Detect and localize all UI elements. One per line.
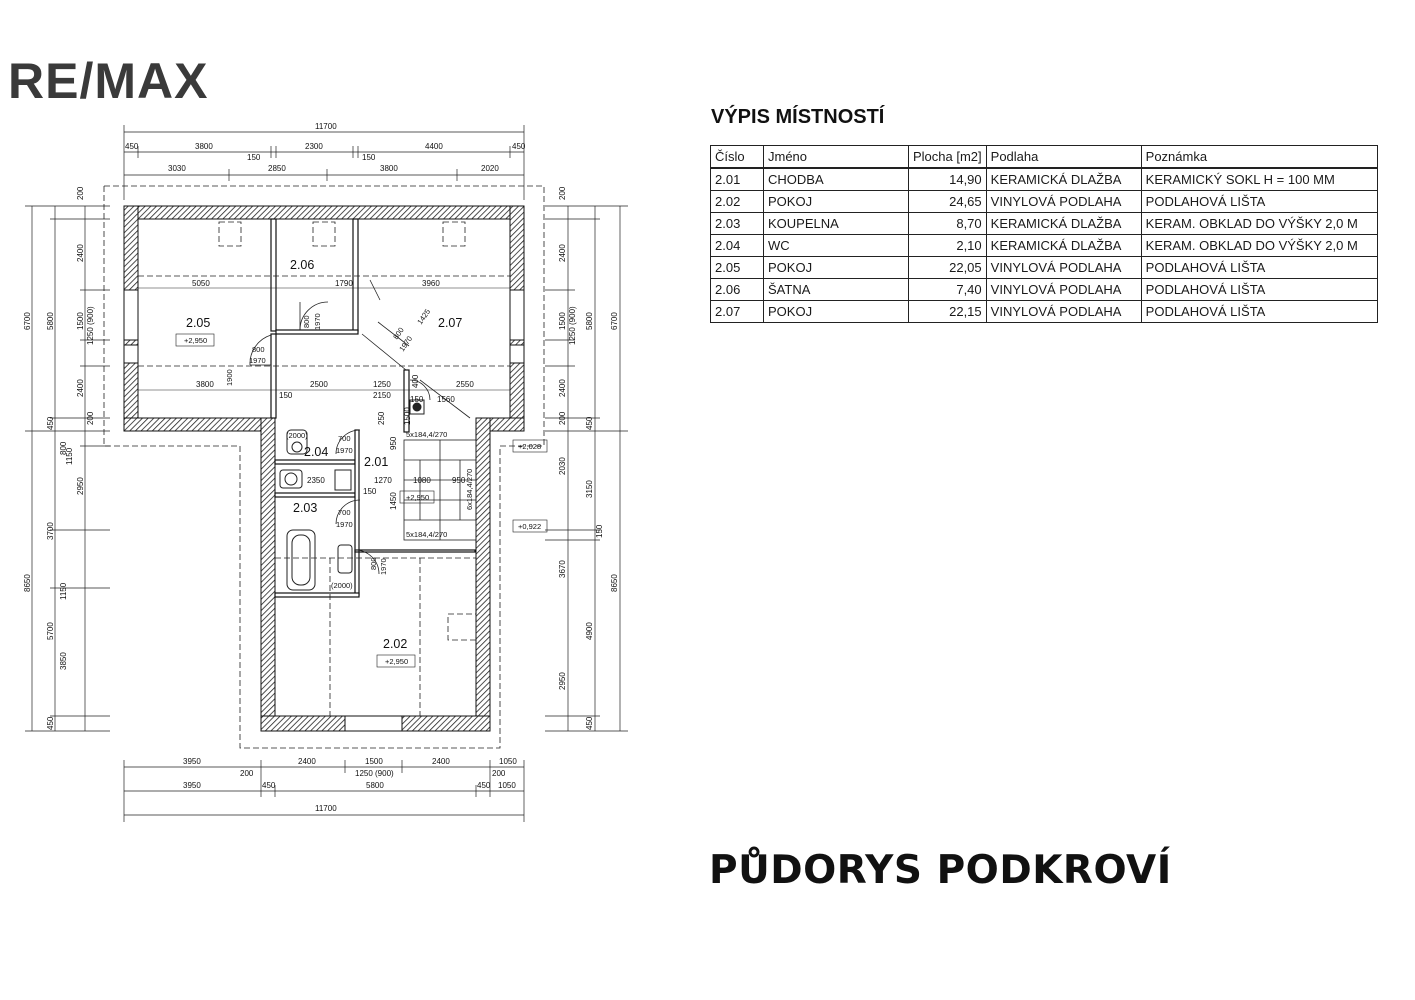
level-2-02: +2,950 — [385, 657, 409, 666]
dimension-text-right — [558, 186, 619, 730]
dim-bot-total: 11700 — [315, 804, 337, 813]
dim-left-mid-5: 5700 — [46, 622, 55, 640]
dimension-text-top — [125, 122, 526, 173]
room-label-2-03: 2.03 — [293, 501, 318, 515]
table-row — [711, 257, 1378, 279]
table-row — [711, 213, 1378, 235]
dim-1450: 1450 — [389, 492, 398, 510]
dim-top-11: 2020 — [481, 164, 499, 173]
dim-3960: 3960 — [422, 279, 440, 288]
cell-poznamka: KERAMICKÝ SOKL H = 100 MM — [1141, 168, 1377, 191]
col-poznamka: Poznámka — [1141, 146, 1377, 169]
dim-right-in-2: 2400 — [558, 244, 567, 262]
room-label-2-04: 2.04 — [304, 445, 329, 459]
table-row — [711, 235, 1378, 257]
dim-left-mid-3: 3700 — [46, 522, 55, 540]
room-label-2-02: 2.02 — [383, 637, 408, 651]
cell-podlaha: VINYLOVÁ PODLAHA — [986, 257, 1141, 279]
dim-bot-5: 2400 — [432, 757, 450, 766]
door2-height: 1970 — [313, 313, 322, 330]
door4-width: 700 — [338, 434, 351, 443]
room-label-2-07: 2.07 — [438, 316, 463, 330]
dim-150a: 150 — [279, 391, 293, 400]
dim-right-in-3: 1500 — [558, 312, 567, 330]
cell-jmeno: POKOJ — [764, 301, 909, 323]
dim-right-outer-2: 8650 — [610, 574, 619, 592]
dim-bot-3: 2400 — [298, 757, 316, 766]
cell-podlaha: KERAMICKÁ DLAŽBA — [986, 168, 1141, 191]
stair-label-1: 5x184,4/270 — [406, 430, 448, 439]
room-label-2-01: 2.01 — [364, 455, 389, 469]
dim-top-7: 450 — [512, 142, 526, 151]
dim-400: 400 — [411, 374, 420, 388]
dim-top-4: 2300 — [305, 142, 323, 151]
cell-podlaha: KERAMICKÁ DLAŽBA — [986, 235, 1141, 257]
rooms-table-header — [711, 146, 1378, 169]
door5-height: 1970 — [336, 520, 353, 529]
cell-plocha: 8,70 — [909, 213, 987, 235]
dim-2500: 2500 — [310, 380, 328, 389]
dim-bot-2: 200 — [240, 769, 254, 778]
door-labels — [225, 307, 432, 575]
cell-jmeno: POKOJ — [764, 191, 909, 213]
rooms-table — [710, 145, 1378, 323]
cell-cislo: 2.03 — [711, 213, 764, 235]
cell-plocha: 14,90 — [909, 168, 987, 191]
note-2000-a: (2000) — [286, 431, 308, 440]
dim-bot-4: 1500 — [365, 757, 383, 766]
dim-250: 250 — [377, 411, 386, 425]
level-ext-1: +2,028 — [518, 442, 542, 451]
cell-jmeno: CHODBA — [764, 168, 909, 191]
col-jmeno: Jméno — [764, 146, 909, 169]
room-label-2-06: 2.06 — [290, 258, 315, 272]
level-2-05: +2,950 — [184, 336, 208, 345]
dim-top-5: 150 — [362, 153, 376, 162]
dim-1560: 1560 — [437, 395, 455, 404]
dim-top-total: 11700 — [315, 122, 337, 131]
dim-left-in-1: 200 — [76, 186, 85, 200]
dim-left-in-2: 2400 — [76, 244, 85, 262]
dim-left-in-9: 2950 — [76, 477, 85, 495]
page-title: PŮDORYS PODKROVÍ — [709, 848, 1172, 893]
cell-plocha: 22,15 — [909, 301, 987, 323]
table-row — [711, 301, 1378, 323]
dim-150c: 150 — [363, 487, 377, 496]
exterior-walls — [124, 206, 524, 731]
dim-left-mid-1: 5800 — [46, 312, 55, 330]
windows — [124, 290, 524, 731]
dim-top-2: 3800 — [195, 142, 213, 151]
dim-bot-12: 1050 — [498, 781, 516, 790]
table-row — [711, 279, 1378, 301]
dimension-lines-top — [124, 125, 524, 200]
cell-cislo: 2.06 — [711, 279, 764, 301]
dim-950b: 950 — [389, 436, 398, 450]
cell-poznamka: PODLAHOVÁ LIŠTA — [1141, 257, 1377, 279]
dim-left-in-6: 200 — [86, 411, 95, 425]
col-plocha: Plocha [m2] — [909, 146, 987, 169]
inner-dimensions — [138, 279, 510, 510]
dim-top-1: 450 — [125, 142, 139, 151]
dim-950: 950 — [452, 476, 466, 485]
dim-top-9: 2850 — [268, 164, 286, 173]
cell-jmeno: KOUPELNA — [764, 213, 909, 235]
door7-width: 1425 — [415, 307, 433, 327]
dim-right-mid-2: 450 — [585, 416, 594, 430]
cell-podlaha: KERAMICKÁ DLAŽBA — [986, 213, 1141, 235]
cell-cislo: 2.01 — [711, 168, 764, 191]
cell-poznamka: KERAM. OBKLAD DO VÝŠKY 2,0 M — [1141, 213, 1377, 235]
dim-top-6: 4400 — [425, 142, 443, 151]
door6-height: 1970 — [379, 558, 388, 575]
dim-right-in-4: 1250 (900) — [568, 306, 577, 345]
cell-podlaha: VINYLOVÁ PODLAHA — [986, 279, 1141, 301]
door6-width: 800 — [369, 557, 378, 570]
dim-left-mid-2: 450 — [46, 416, 55, 430]
dim-bot-8: 3950 — [183, 781, 201, 790]
dim-bot-11: 450 — [477, 781, 491, 790]
dim-left-mid-4: 1150 — [59, 582, 68, 600]
remax-logo: RE/MAX — [8, 53, 209, 109]
dim-5050: 5050 — [192, 279, 210, 288]
dim-right-mid-6: 450 — [585, 716, 594, 730]
dim-left-in-8: 1150 — [65, 447, 74, 465]
door2-width: 800 — [302, 315, 311, 328]
dim-right-mid-3: 3150 — [585, 480, 594, 498]
dim-1270: 1270 — [374, 476, 392, 485]
cell-poznamka: KERAM. OBKLAD DO VÝŠKY 2,0 M — [1141, 235, 1377, 257]
dim-2350: 2350 — [307, 476, 325, 485]
dim-right-mid-1: 5800 — [585, 312, 594, 330]
dim-bot-10: 5800 — [366, 781, 384, 790]
dim-right-mid-5: 4900 — [585, 622, 594, 640]
dim-1500: 1500 — [403, 407, 412, 425]
cell-podlaha: VINYLOVÁ PODLAHA — [986, 301, 1141, 323]
dim-left-outer-2: 8650 — [23, 574, 32, 592]
cell-podlaha: VINYLOVÁ PODLAHA — [986, 191, 1141, 213]
cell-plocha: 24,65 — [909, 191, 987, 213]
dim-2150: 2150 — [373, 391, 391, 400]
floor-plan — [0, 0, 700, 830]
dim-right-in-7: 2030 — [558, 457, 567, 475]
cell-jmeno: ŠATNA — [764, 279, 909, 301]
cell-poznamka: PODLAHOVÁ LIŠTA — [1141, 301, 1377, 323]
dim-top-8: 3030 — [168, 164, 186, 173]
dim-bot-7: 1050 — [499, 757, 517, 766]
level-2-01: +2,950 — [406, 493, 430, 502]
dim-right-in-5: 2400 — [558, 379, 567, 397]
note-2000-b: (2000) — [331, 581, 353, 590]
col-podlaha: Podlaha — [986, 146, 1141, 169]
room-label-2-05: 2.05 — [186, 316, 211, 330]
dim-150b: 150 — [410, 395, 424, 404]
dim-bot-4b: 1250 (900) — [355, 769, 394, 778]
cell-jmeno: WC — [764, 235, 909, 257]
stair-label-3: 5x184,4/270 — [406, 530, 448, 539]
dim-top-3: 150 — [247, 153, 261, 162]
cell-cislo: 2.05 — [711, 257, 764, 279]
table-row — [711, 168, 1378, 191]
cell-poznamka: PODLAHOVÁ LIŠTA — [1141, 191, 1377, 213]
door4-height: 1970 — [336, 446, 353, 455]
dim-right-in-8: 3670 — [558, 560, 567, 578]
dim-top-10: 3800 — [380, 164, 398, 173]
dim-right-outer-1: 6700 — [610, 312, 619, 330]
dim-left-in-4: 1250 (900) — [86, 306, 95, 345]
dim-left-in-5: 2400 — [76, 379, 85, 397]
dim-3800: 3800 — [196, 380, 214, 389]
dim-right-in-9: 2950 — [558, 672, 567, 690]
cell-jmeno: POKOJ — [764, 257, 909, 279]
dim-right-in-6: 200 — [558, 411, 567, 425]
dim-1900: 1900 — [225, 369, 234, 386]
col-cislo: Číslo — [711, 146, 764, 169]
dim-left-mid-7: 450 — [46, 716, 55, 730]
door1-height: 1970 — [249, 356, 266, 365]
dim-bot-6: 200 — [492, 769, 506, 778]
door3-width: 800 — [391, 325, 406, 342]
cell-poznamka: PODLAHOVÁ LIŠTA — [1141, 279, 1377, 301]
dimension-text-left — [23, 186, 95, 730]
dim-right-in-1: 200 — [558, 186, 567, 200]
door1-width: 800 — [252, 345, 265, 354]
dim-1790: 1790 — [335, 279, 353, 288]
cell-plocha: 7,40 — [909, 279, 987, 301]
dimension-text-bottom — [183, 757, 517, 813]
dim-left-mid-6: 3850 — [59, 652, 68, 670]
rooms-table-title: VÝPIS MÍSTNOSTÍ — [711, 106, 885, 128]
dim-bot-1: 3950 — [183, 757, 201, 766]
dim-1250: 1250 — [373, 380, 391, 389]
cell-cislo: 2.02 — [711, 191, 764, 213]
dim-right-mid-4: 150 — [595, 524, 604, 538]
stair-label-2: 6x184,4/270 — [465, 468, 474, 510]
door3-height: 1970 — [397, 334, 415, 354]
dim-left-in-3: 1500 — [76, 312, 85, 330]
cell-cislo: 2.04 — [711, 235, 764, 257]
cell-cislo: 2.07 — [711, 301, 764, 323]
level-ext-2: +0,922 — [518, 522, 542, 531]
dim-2550: 2550 — [456, 380, 474, 389]
cell-plocha: 2,10 — [909, 235, 987, 257]
dim-1080: 1080 — [413, 476, 431, 485]
dim-left-in-7: 800 — [59, 441, 68, 455]
door5-width: 700 — [338, 508, 351, 517]
dim-left-outer-1: 6700 — [23, 312, 32, 330]
cell-plocha: 22,05 — [909, 257, 987, 279]
table-row — [711, 191, 1378, 213]
dim-bot-9: 450 — [262, 781, 276, 790]
